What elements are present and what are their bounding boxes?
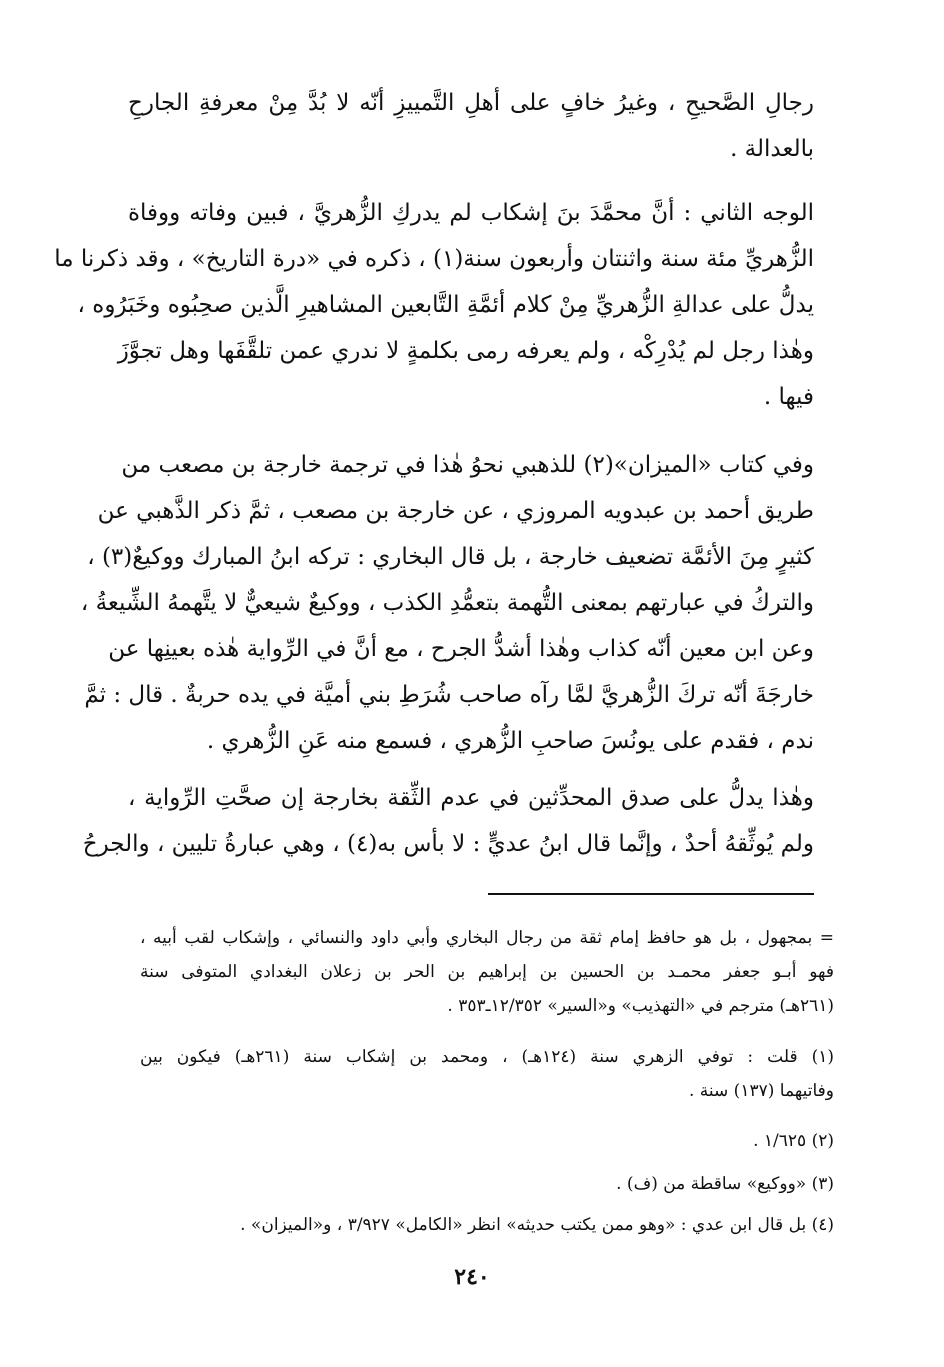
text-line: وهٰذا رجل لم يُدْرِكْه ، ولم يعرفه رمى بكلمةٍ لا ندري عمن تلقَّفَها وهل تجوَّزَ: [117, 338, 814, 364]
footnote-line: (٤) بل قال ابن عدي : «وهو ممن يكتب حديثه» انظر «الكامل» ٣/٩٢٧ ، و«الميزان» .: [240, 1215, 834, 1235]
text-line: وعن ابن معين أنّه كذاب وهٰذا أشدُّ الجرح ، مع أنَّ في الرِّواية هٰذه بعينِها عن: [108, 636, 814, 662]
footnote-line: = بمجهول ، بل هو حافظ إمام ثقة من رجال البخاري وأبي داود والنسائي ، وإشكاب لقب أبيه ،: [140, 928, 834, 948]
paragraph-2: [54, 190, 814, 420]
text-line: طريق أحمد بن عبدويه المروزي ، عن خارجة بن مصعب ، ثمَّ ذكر الذَّهبي عن: [97, 498, 814, 524]
text-line: خارجَةَ أنّه تركَ الزُّهريَّ لمَّا رآه صاحب شُرَطِ بني أميَّة في يده حربةٌ . قال : ثمَّ: [84, 682, 814, 708]
footnote-line: فهو أبـو جعفر محمـد بن الحسين بن إبراهيم بن الحر بن زعلان البغدادي المتوفى سنة: [140, 962, 834, 982]
text-line: بالعدالة .: [730, 136, 814, 162]
footnote-2: [140, 1124, 834, 1158]
footnote-1: [140, 1040, 834, 1108]
text-line: ولم يُوثِّقهُ أحدٌ ، وإنَّما قال ابنُ عديٍّ : لا بأس به(٤) ، وهي عبارةُ تليين ، والجرحُ: [82, 831, 814, 857]
text-line: وهٰذا يدلُّ على صدق المحدِّثين في عدم الثِّقة بخارجة إن صحَّتِ الرِّواية ،: [128, 785, 814, 811]
footnote-line: (٢٦١هـ) مترجم في «التهذيب» و«السير» ١٢/٣٥٢ـ٣٥٣ .: [447, 996, 834, 1016]
footnote-line: (٣) «ووكيع» ساقطة من (ف) .: [616, 1174, 834, 1194]
footnote-separator: [488, 893, 814, 895]
footnote-line: (١) قلت : توفي الزهري سنة (١٢٤هـ) ، ومحمد بن إشكاب سنة (٢٦١هـ) فيكون بين: [140, 1047, 834, 1067]
text-line: الزُّهريِّ مئة سنة واثنتان وأربعون سنة(١) ، ذكره في «درة التاريخ» ، وقد ذكرنا ما: [54, 246, 814, 272]
text-line: رجالِ الصَّحيحِ ، وغيرُ خافٍ على أهلِ التَّمييزِ أنّه لا بُدَّ مِنْ معرفةِ الجارحِ: [128, 90, 814, 116]
text-line: فيها .: [763, 384, 814, 410]
page-number: ٢٤٠: [454, 1264, 490, 1290]
paragraph-4: [82, 775, 814, 867]
text-line: ندم ، فقدم على يونُسَ صاحبِ الزُّهري ، فسمع منه عَنِ الزُّهري .: [206, 728, 814, 754]
text-line: والتركُ في عبارتهم بمعنى التُّهمة بتعمُّدِ الكذب ، ووكيعٌ شيعيٌّ لا يتَّهمهُ الشِّيعةُ ،: [80, 590, 814, 616]
text-line: يدلُّ على عدالةِ الزُّهريِّ مِنْ كلام أئمَّةِ التَّابعين المشاهيرِ الَّذين صحِبُوه وخَبَرُوه ،: [77, 292, 814, 318]
footnote-4: [140, 1208, 834, 1242]
footnote-line: (٢) ١/٦٢٥ .: [753, 1131, 834, 1151]
text-line: الوجه الثاني : أنَّ محمَّدَ بنَ إشكاب لم يدركِ الزُّهريَّ ، فبين وفاته ووفاة: [128, 200, 814, 226]
footnote-line: وفاتيهما (١٣٧) سنة .: [688, 1081, 834, 1101]
paragraph-3: [80, 442, 814, 764]
footnote-3: [140, 1167, 834, 1201]
footnote-continuation: [140, 921, 834, 1023]
text-line: وفي كتاب «الميزان»(٢) للذهبي نحوُ هٰذا في ترجمة خارجة بن مصعب من: [121, 452, 814, 478]
text-line: كثيرٍ مِنَ الأئمَّة تضعيف خارجة ، بل قال البخاري : تركه ابنُ المبارك ووكيعٌ(٣) ،: [87, 544, 814, 570]
paragraph-1: [128, 80, 814, 172]
